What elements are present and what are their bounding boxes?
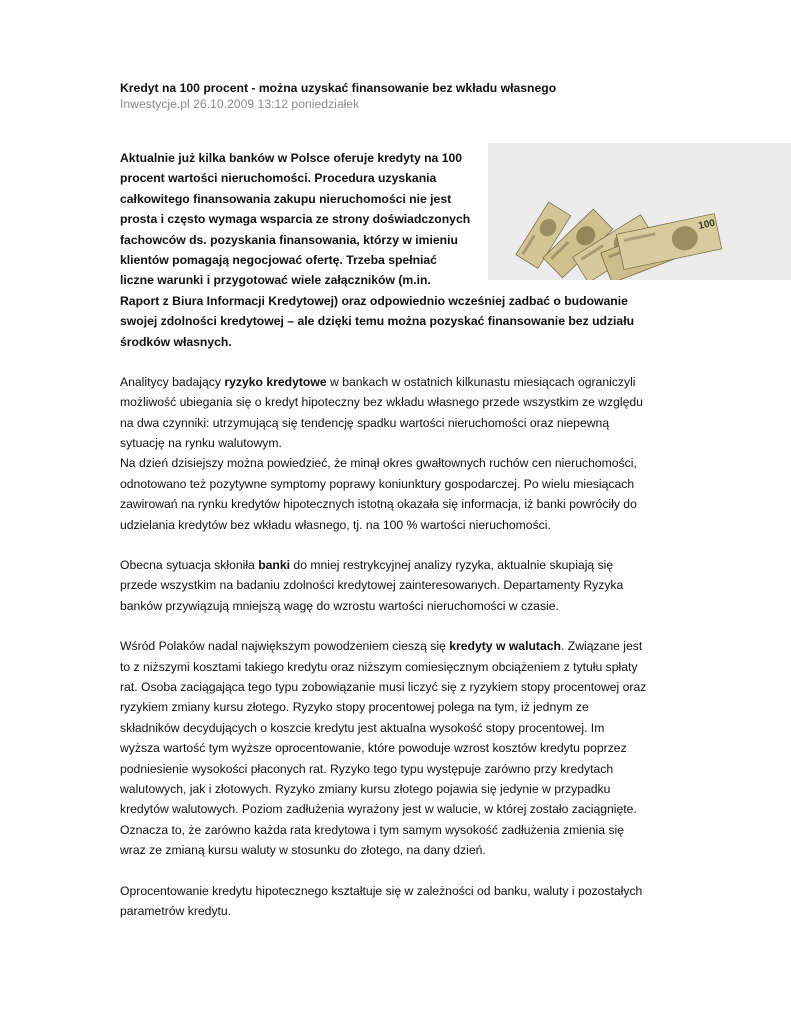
banknotes-illustration	[488, 143, 791, 280]
bold-term: banki	[258, 558, 291, 573]
paragraph-interest	[120, 881, 680, 922]
text-run: Wśród Polaków nadal największym powodzeniem cieszą się	[120, 639, 450, 654]
paragraph-line: Oprocentowanie kredytu hipotecznego kształtuje się w zależności od banku, waluty i pozostałych	[120, 883, 643, 898]
paragraph-line: na dwa czynniki: utrzymującą się tendencję spadku wartości nieruchomości oraz niepewną	[120, 415, 610, 430]
banknotes-image	[488, 143, 791, 280]
text-run: Analitycy badający	[120, 374, 225, 389]
article	[120, 80, 717, 921]
banknote-value: 100	[697, 217, 717, 232]
paragraph-line: ryzykiem zmiany kursu złotego. Ryzyko stopy procentowej polega na tym, iż jednym ze	[120, 700, 589, 715]
lead-line: fachowców ds. pozyskania finansowania, którzy w imieniu	[120, 232, 458, 247]
paragraph-line: to z niższymi kosztami takiego kredytu oraz niższym comiesięcznym obciążeniem z tytułu spłaty	[120, 659, 638, 674]
article-meta: Inwestycje.pl 26.10.2009 13:12 poniedziałek	[120, 97, 360, 111]
lead-line: swojej zdolności kredytowej – ale dzięki temu można pozyskać finansowanie bez udziału	[120, 314, 635, 329]
lead-line: klientów pomagają negocjować ofertę. Trzeba spełniać	[120, 252, 437, 267]
paragraph-line: przede wszystkim na badaniu zdolności kredytowej zainteresowanych. Departamenty Ryzyka	[120, 578, 624, 593]
text-run: w bankach w ostatnich kilkunastu miesiącach ograniczyli	[326, 374, 636, 389]
lead-line: liczne warunki i przygotować wiele załączników (m.in.	[120, 273, 431, 288]
article-title: Kredyt na 100 procent - można uzyskać finansowanie bez wkładu własnego	[120, 81, 557, 95]
lead-line: środków własnych.	[120, 334, 232, 349]
paragraph-line	[120, 555, 680, 575]
lead-line: całkowitego finansowania zakupu nieruchomości nie jest	[120, 191, 452, 206]
paragraph-line: odnotowano też pozytywne symptomy poprawy koniunktury gospodarczej. Po wielu miesiącach	[120, 476, 635, 491]
paragraph-line: wyższa wartość tym wyższe oprocentowanie, które powoduje wzrost kosztów kredytu poprzez	[120, 741, 627, 756]
paragraph-line: rat. Osoba zaciągająca tego typu zobowiązanie musi liczyć się z ryzykiem stopy procentowej oraz	[120, 679, 647, 694]
paragraph-line: możliwość ubiegania się o kredyt hipoteczny bez wkładu własnego przede wszystkim ze względu	[120, 395, 643, 410]
paragraph-line: sytuację na rynku walutowym.	[120, 436, 282, 451]
text-run: do mniej restrykcyjnej analizy ryzyka, aktualnie skupiają się	[290, 558, 614, 573]
paragraph-risk	[120, 372, 680, 535]
lead-line: procent wartości nieruchomości. Procedura uzyskania	[120, 171, 437, 186]
paragraph-line: wraz ze zmianą kursu waluty w stosunku do złotego, na dany dzień.	[120, 843, 486, 858]
lead-line: Aktualnie już kilka banków w Polsce oferuje kredyty na 100	[120, 151, 463, 165]
paragraph-line	[120, 372, 680, 392]
paragraph-currency-loans	[120, 636, 680, 860]
paragraph-line: walutowych, jak i złotowych. Ryzyko zmiany kursu złotego pojawia się jedynie w przypadku	[120, 781, 611, 796]
text-run: Obecna sytuacja skłoniła	[120, 558, 259, 573]
paragraph-line: Na dzień dzisiejszy można powiedzieć, że minął okres gwałtownych ruchów cen nieruchomości,	[120, 456, 637, 471]
paragraph-line: podniesienie wysokości płaconych rat. Ryzyko tego typu występuje zarówno przy kredytach	[120, 761, 614, 776]
paragraph-line: parametrów kredytu.	[120, 903, 232, 918]
lead-line: Raport z Biura Informacji Kredytowej) oraz odpowiednio wcześniej zadbać o budowanie	[120, 293, 628, 308]
paragraph-line: zawirowań na rynku kredytów hipotecznych istotną okazała się informacja, iż banki powróciły do	[120, 497, 637, 512]
paragraph-banks	[120, 555, 680, 616]
paragraph-line: Oznacza to, że zarówno każda rata kredytowa i tym samym wysokość zadłużenia zmienia się	[120, 822, 624, 837]
paragraph-line: składników decydujących o koszcie kredytu jest aktualna wysokość stopy procentowej. Im	[120, 720, 605, 735]
bold-term: kredyty w walutach	[449, 639, 561, 654]
paragraph-line	[120, 636, 680, 656]
paragraph-line: kredytów walutowych. Poziom zadłużenia wyrażony jest w walucie, w której zostało zaciągnięte.	[120, 802, 637, 817]
lead-line: prosta i często wymaga wsparcia ze strony doświadczonych	[120, 212, 471, 227]
text-run: . Związane jest	[560, 639, 643, 654]
paragraph-line: banków przywiązują mniejszą wagę do wzrostu wartości nieruchomości w czasie.	[120, 598, 559, 613]
paragraph-line: udzielania kredytów bez wkładu własnego, tj. na 100 % wartości nieruchomości.	[120, 517, 551, 532]
lead-paragraph	[120, 148, 717, 352]
bold-term: ryzyko kredytowe	[224, 374, 327, 389]
